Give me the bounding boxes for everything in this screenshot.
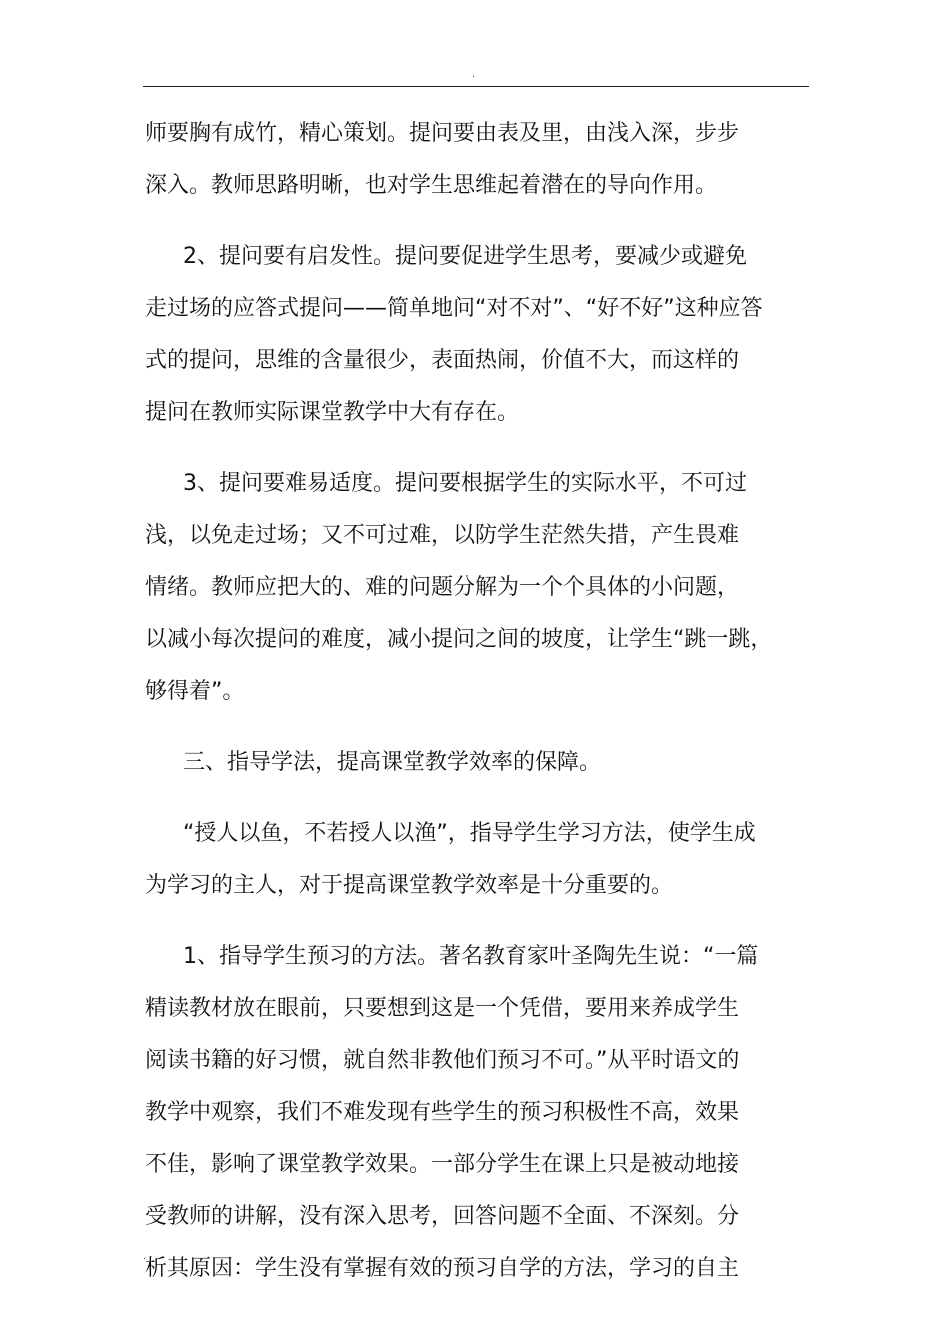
text-line: 受教师的讲解，没有深入思考，回答问题不全面、不深刻。分 — [145, 1204, 740, 1229]
paragraph-teach-fishing — [145, 808, 813, 912]
text-line: 三、指导学法，提高课堂教学效率的保障。 — [183, 750, 602, 775]
header-rule — [143, 86, 809, 87]
text-line: 3、提问要难易适度。提问要根据学生的实际水平，不可过 — [183, 471, 747, 496]
text-line: 浅，以免走过场；又不可过难，以防学生茫然失措，产生畏难 — [145, 523, 740, 548]
text-line: 1、指导学生预习的方法。著名教育家叶圣陶先生说：“一篇 — [183, 944, 759, 969]
paragraph-continuation — [145, 108, 813, 212]
header-dot: . — [472, 69, 476, 80]
text-line: 师要胸有成竹，精心策划。提问要由表及里，由浅入深，步步 — [145, 121, 740, 146]
text-line: “授人以鱼，不若授人以渔”，指导学生学习方法，使学生成 — [183, 821, 756, 846]
paragraph-question-inspiring — [145, 231, 813, 439]
text-line: 教学中观察，我们不难发现有些学生的预习积极性不高，效果 — [145, 1100, 740, 1125]
text-line: 为学习的主人，对于提高课堂教学效率是十分重要的。 — [145, 873, 674, 898]
text-line: 阅读书籍的好习惯，就自然非教他们预习不可。”从平时语文的 — [145, 1048, 740, 1073]
text-line: 不佳，影响了课堂教学效果。一部分学生在课上只是被动地接 — [145, 1152, 740, 1177]
text-line: 2、提问要有启发性。提问要促进学生思考，要减少或避免 — [183, 244, 747, 269]
paragraph-question-difficulty — [145, 458, 813, 718]
text-line: 以减小每次提问的难度，减小提问之间的坡度，让学生“跳一跳， — [145, 627, 773, 652]
text-line: 够得着”。 — [145, 679, 245, 704]
text-line: 走过场的应答式提问——简单地问“对不对”、“好不好”这种应答 — [145, 296, 763, 321]
text-line: 析其原因：学生没有掌握有效的预习自学的方法，学习的自主 — [145, 1256, 740, 1281]
text-line: 精读教材放在眼前，只要想到这是一个凭借，要用来养成学生 — [145, 996, 740, 1021]
text-line: 提问在教师实际课堂教学中大有存在。 — [145, 400, 520, 425]
text-line: 深入。教师思路明晰，也对学生思维起着潜在的导向作用。 — [145, 173, 718, 198]
paragraph-preview-method — [145, 931, 813, 1295]
section-heading — [145, 737, 813, 789]
text-line: 式的提问，思维的含量很少，表面热闹，价值不大，而这样的 — [145, 348, 740, 373]
text-line: 情绪。教师应把大的、难的问题分解为一个个具体的小问题， — [145, 575, 740, 600]
footer-dot: . — [143, 1251, 147, 1262]
document-body — [145, 108, 813, 1314]
